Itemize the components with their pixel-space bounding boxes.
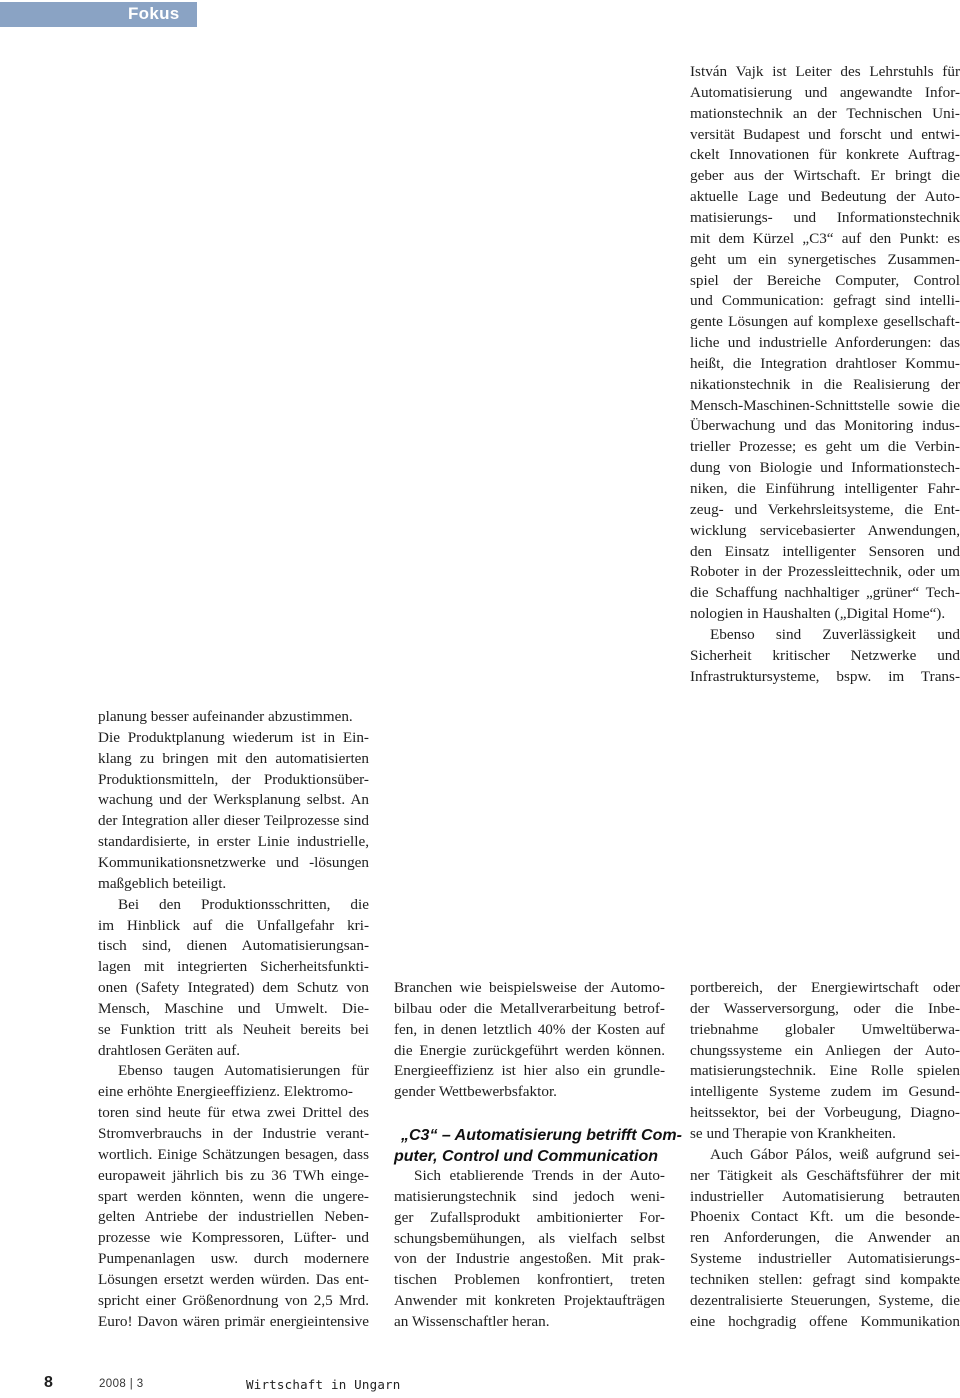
text-line: heitssektor, bei der Vorbeugung, Diagno- [690,1104,960,1122]
text-line: Sicherheit kritischer Netzwerke und [690,646,960,664]
page-number: 8 [44,1374,53,1391]
text-line: matisierungstechnik. Eine Rolle spielen [690,1062,960,1080]
text-line: den Einsatz intelligenter Sensoren und [690,542,960,560]
text-line: chungssysteme ein Anliegen der Auto- [690,1041,960,1059]
text-line: spiel der Bereiche Computer, Control [690,271,960,289]
text-line: industrieller Automatisierung betrauten [690,1187,960,1205]
text-line: dezentralisierte Steuerungen, Systeme, die [690,1291,960,1309]
text-line: standardisierte, in erster Linie industrielle, [98,833,369,851]
text-line: drahtlosen Geräten auf. [98,1041,241,1059]
text-line: eine erhöhte Energieeffizienz. Elektromo- [98,1083,353,1101]
text-line: techniken stellen: gefragt sind kompakte [690,1270,960,1288]
section-tab [0,2,197,27]
text-line: an Wissenschaftler heran. [394,1312,550,1330]
text-line: Mensch-Maschinen-Schnittstelle sowie die [690,396,960,414]
subheading-line-1: „C3“ – Automatisierung betrifft Com- [401,1127,682,1144]
text-line: Stromverbrauchs in der Industrie verant- [98,1125,369,1142]
text-line: Branchen wie beispielsweise der Automo- [394,979,665,996]
text-line: bilbau oder die Metallverarbeitung betrof- [394,999,665,1017]
text-line: Systeme industrieller Automatisierungs- [690,1250,960,1268]
text-line: Produktionsmitteln, der Produktionsüber- [98,770,369,788]
text-line: ckelt Innovationen für konkrete Auftrag- [690,146,960,164]
text-line: ger Zufallsprodukt ambitionierter For- [394,1208,665,1226]
text-line: Bei den Produktionsschritten, die [118,895,369,913]
text-line: tisch sind, dienen Automatisierungsan- [98,937,369,955]
text-line: fen, in denen letztlich 40% der Kosten auf [394,1020,665,1038]
text-line: Phoenix Contact Kft. um die besonde- [690,1208,960,1226]
text-line: liche und industrielle Anforderungen: das [690,334,960,352]
text-line: trieller Prozesse; es geht um die Verbin- [690,438,960,456]
text-line: ren Anforderungen, die Anwender an [690,1229,960,1247]
text-line: der Integration aller dieser Teilprozesse sind [98,812,369,830]
text-line: Ebenso sind Zuverlässigkeit und [710,625,960,643]
text-line: Anwender mit konkreten Projektaufträgen [394,1292,665,1310]
text-line: maßgeblich beteiligt. [98,874,227,892]
text-line: planung besser aufeinander abzustimmen. [98,708,353,725]
text-line: mationstechnik an der Technischen Uni- [690,104,960,122]
text-line: und Communication: gefragt sind intelli- [690,292,960,310]
text-line: versität Budapest und forscht und entwi- [690,125,960,143]
text-line: spart werden könnten, wenn die ungere- [98,1187,369,1205]
publication-name: Wirtschaft in Ungarn [246,1377,401,1392]
text-line: ner Tätigkeit als Geschäftsführer der mit [690,1166,960,1184]
text-line: Pumpenanlagen usw. durch modernere [98,1250,369,1268]
text-line: dung von Biologie und Informationstech- [690,459,960,477]
text-line: spricht einer Größenordnung von 2,5 Mrd. [98,1291,369,1309]
text-line: nologien in Haushalten („Digital Home“). [690,605,946,623]
text-line: tischen Problemen konfrontiert, treten [394,1271,665,1289]
text-line: der Wasserversorgung, oder die Inbe- [690,999,960,1017]
text-line: Automatisierung und angewandte Infor- [690,83,960,101]
text-line: zeug- und Verkehrsleitsysteme, die Ent- [690,500,960,518]
text-line: toren sind heute für etwa zwei Drittel des [98,1104,369,1122]
text-line: europaweit jährlich bis zu 36 TWh einge- [98,1166,369,1184]
text-line: Sich etablierende Trends in der Auto- [414,1167,665,1184]
text-line: matisierungstechnik sind jedoch weni- [394,1187,665,1205]
text-line: Die Produktplanung wiederum ist in Ein- [98,728,369,746]
text-line: im Hinblick auf die Unfallgefahr kri- [98,916,369,934]
text-line: mit dem Kürzel „C3“ auf den Punkt: es [690,229,960,247]
text-line: Kommunikationsnetzwerke und -lösungen [98,853,369,871]
text-line: Ebenso taugen Automatisierungen für [118,1062,369,1080]
text-line: Auch Gábor Pálos, weiß aufgrund sei- [710,1145,960,1163]
text-line: wortlich. Einige Schätzungen besagen, dass [98,1145,369,1163]
text-line: István Vajk ist Leiter des Lehrstuhls für [690,63,960,80]
text-line: onen (Safety Integrated) dem Schutz von [98,979,369,997]
text-line: se und Therapie von Krankheiten. [690,1124,896,1142]
text-line: se Funktion tritt als Neuheit bereits bei [98,1020,369,1038]
text-line: Roboter in der Prozessleittechnik, oder um [690,563,960,581]
text-line: Infrastruktursysteme, bspw. im Trans- [690,667,960,685]
text-line: geht um ein synergetisches Zusammen- [690,250,960,268]
text-line: matisierungs- und Informationstechnik [690,208,960,226]
text-line: Überwachung und das Monitoring indus- [690,417,960,435]
text-line: gender Wettbewerbsfaktor. [394,1083,557,1101]
section-tab-label: Fokus [128,4,180,23]
text-line: gelten Antriebe der industriellen Neben- [98,1208,369,1226]
text-line: Mensch, Maschine und Umwelt. Die- [98,999,369,1017]
text-line: Lösungen ersetzt werden würden. Das ent- [98,1270,369,1288]
text-line: Euro! Davon wären primär energieintensive [98,1312,369,1330]
issue-label: 2008 | 3 [99,1378,144,1390]
text-line: klang zu bringen mit den automatisierten [98,749,369,767]
text-line: geber aus der Wirtschaft. Er bringt die [690,167,960,185]
text-line: gente Lösungen auf komplexe gesellschaft- [690,313,960,331]
subheading-line-2: puter, Control und Communication [394,1148,658,1165]
text-line: lagen mit integrierten Sicherheitsfunkti- [98,958,369,976]
text-line: niken, die Einführung intelligenter Fahr- [690,480,960,497]
text-line: heißt, die Integration drahtloser Kommu- [690,354,960,372]
text-line: nikationstechnik in die Realisierung der [690,375,960,393]
text-line: eine hochgradig offene Kommunikation [690,1312,960,1330]
text-line: intelligente Systeme zudem im Gesund- [690,1083,960,1101]
text-line: wachung und der Werksplanung selbst. An [98,791,369,809]
text-line: wicklung servicebasierter Anwendungen, [690,521,960,539]
text-line: aktuelle Lage und Bedeutung der Auto- [690,188,960,206]
text-line: die Energie zurückgeführt werden können. [394,1041,665,1059]
text-line: prozesse wie Kompressoren, Lüfter- und [98,1229,369,1247]
text-line: Energieeffizienz ist hier also ein grundle- [394,1062,665,1080]
text-line: die Schaffung nachhaltiger „grüner“ Tech- [690,584,960,602]
text-line: von der Industrie angestoßen. Mit prak- [394,1250,665,1268]
text-line: portbereich, der Energiewirtschaft oder [690,979,960,996]
text-line: triebnahme globaler Umweltüberwa- [690,1020,960,1038]
text-line: schungsbemühungen, als vielfach selbst [394,1229,665,1247]
